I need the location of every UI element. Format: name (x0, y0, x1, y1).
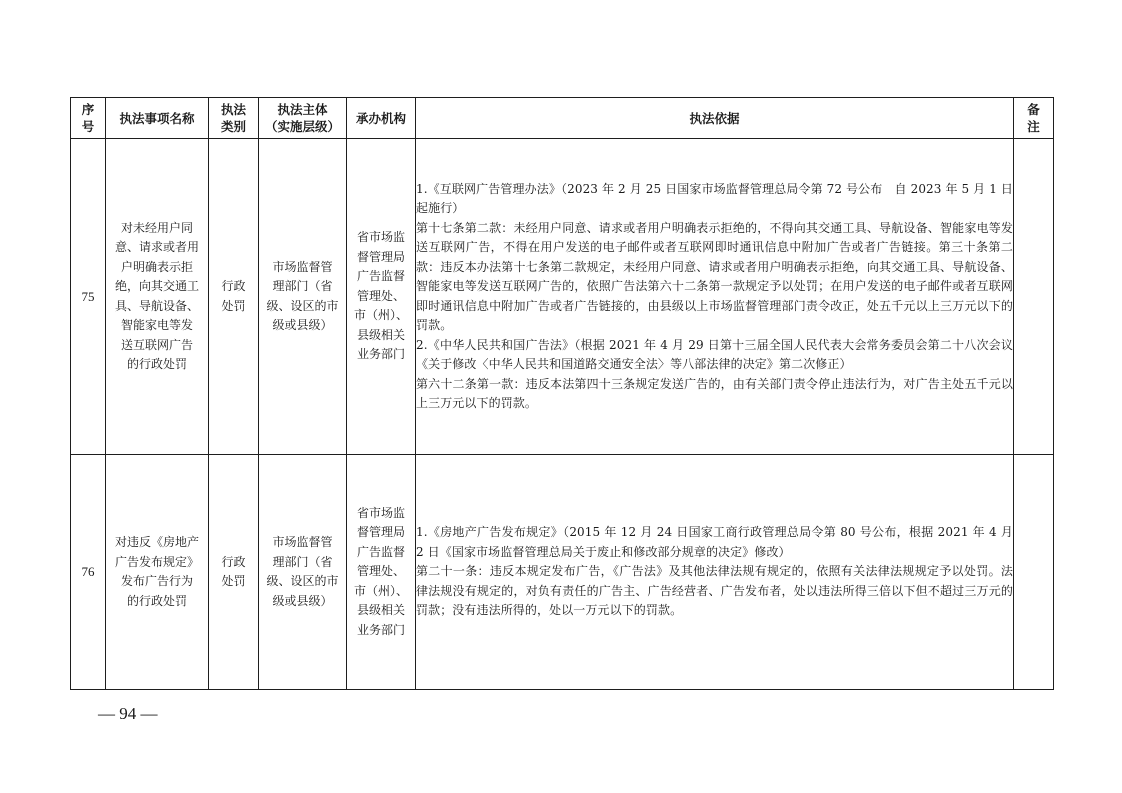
item-name-line: 对未经用户同 (120, 220, 193, 235)
header-category-line: 类别 (220, 119, 246, 134)
row-agency (347, 455, 416, 690)
row-remarks (1014, 455, 1054, 690)
subject-line: 市场监督管 (272, 535, 333, 549)
table-row (71, 139, 1054, 455)
item-name-line: 发布广告行为 (120, 574, 193, 588)
header-remarks (1014, 98, 1054, 139)
row-index: 76 (71, 455, 106, 690)
basis-paragraph: 第二十一条：违反本规定发布广告，《广告法》及其他法律法规有规定的，依照有关法律法规规定予以处罚。法律法规没有规定的，对负有责任的广告主、广告经营者、广告发布者，处以违法所得三倍以下但不超过三万元的罚款；没有违法所得的，处以一万元以下的罚款。 (416, 564, 1013, 618)
header-subject (259, 98, 347, 139)
table-row (71, 455, 1054, 690)
subject-line: 理部门（省 (272, 554, 333, 569)
item-name-line: 广告发布规定》 (114, 554, 199, 569)
enforcement-items-table (70, 97, 1054, 690)
category-line: 处罚 (221, 574, 246, 588)
agency-line: 县级相关 (356, 603, 405, 618)
subject-line: 级或县级） (272, 318, 333, 332)
header-subject-line: （实施层级） (264, 119, 340, 134)
row-item-name (106, 139, 209, 455)
agency-line: 督管理局 (356, 249, 405, 264)
agency-line: 业务部门 (356, 622, 405, 637)
header-category (209, 98, 259, 139)
row-subject (259, 455, 347, 690)
item-name-line: 送互联网广告 (120, 337, 193, 352)
agency-line: 业务部门 (356, 347, 405, 362)
header-index-line: 序 (81, 102, 95, 117)
agency-line: 省市场监 (356, 505, 405, 520)
row-category (209, 455, 259, 690)
header-remarks-line: 备 (1027, 102, 1040, 117)
header-category-line: 执法 (220, 102, 246, 117)
row-index: 75 (71, 139, 106, 455)
header-index (71, 98, 106, 139)
subject-line: 理部门（省 (272, 279, 333, 293)
row-legal-basis (416, 139, 1014, 455)
category-line: 处罚 (221, 298, 246, 313)
item-name-line: 绝，向其交通工 (114, 279, 199, 293)
agency-line: 管理处、 (356, 564, 405, 579)
agency-line: 广告监督 (356, 544, 405, 559)
subject-line: 级、设区的市 (266, 298, 339, 313)
header-agency: 承办机构 (347, 98, 416, 139)
item-name-line: 对违反《房地产 (114, 535, 199, 549)
page-number: — 94 — (98, 704, 158, 723)
item-name-line: 户明确表示拒 (120, 259, 193, 274)
category-line: 行政 (221, 279, 246, 293)
header-basis: 执法依据 (416, 98, 1014, 139)
basis-paragraph: 1.《互联网广告管理办法》（2023 年 2 月 25 日国家市场监督管理总局令第 72 号公布 自 2023 年 5 月 1 日起施行） (416, 181, 1013, 215)
row-subject (259, 139, 347, 455)
agency-line: 县级相关 (356, 327, 405, 342)
header-row (71, 98, 1054, 139)
agency-line: 市（州）、 (353, 583, 408, 598)
item-name-line: 的行政处罚 (126, 593, 187, 608)
agency-line: 省市场监 (356, 230, 405, 245)
row-item-name (106, 455, 209, 690)
item-name-line: 具、导航设备、 (114, 298, 199, 313)
row-legal-basis (416, 455, 1014, 690)
header-item-name: 执法事项名称 (106, 98, 209, 139)
agency-line: 管理处、 (356, 288, 405, 303)
subject-line: 市场监督管 (272, 259, 333, 274)
header-remarks-line: 注 (1027, 119, 1040, 134)
header-subject-line: 执法主体 (277, 102, 328, 117)
header-index-line: 号 (81, 119, 95, 134)
item-name-line: 意、请求或者用 (114, 240, 199, 254)
row-remarks (1014, 139, 1054, 455)
agency-line: 广告监督 (356, 269, 405, 284)
row-category (209, 139, 259, 455)
subject-line: 级或县级） (272, 593, 333, 608)
item-name-line: 智能家电等发 (120, 318, 193, 332)
category-line: 行政 (221, 554, 246, 569)
basis-paragraph: 1.《房地产广告发布规定》（2015 年 12 月 24 日国家工商行政管理总局令第 80 号公布，根据 2021 年 4 月 2 日《国家市场监督管理总局关于废止和修改部分规章的决定》修改） (416, 525, 1013, 559)
subject-line: 级、设区的市 (266, 574, 339, 588)
item-name-line: 的行政处罚 (126, 357, 187, 371)
row-agency (347, 139, 416, 455)
agency-line: 督管理局 (356, 525, 405, 540)
basis-paragraph: 第六十二条第一款：违反本法第四十三条规定发送广告的，由有关部门责令停止违法行为，对广告主处五千元以上三万元以下的罚款。 (416, 376, 1013, 410)
agency-line: 市（州）、 (353, 308, 408, 323)
basis-paragraph: 2.《中华人民共和国广告法》（根据 2021 年 4 月 29 日第十三届全国人民代表大会常务委员会第二十八次会议《关于修改〈中华人民共和国道路交通安全法〉等八部法律的决定》第二次修正） (416, 337, 1013, 371)
basis-paragraph: 第十七条第二款：未经用户同意、请求或者用户明确表示拒绝的，不得向其交通工具、导航设备、智能家电等发送互联网广告，不得在用户发送的电子邮件或者互联网即时通讯信息中附加广告或者广告链接。第三十条第二款：违反本办法第十七条第二款规定，未经用户同意、请求或者用户明确表示拒绝，向其交通工具、导航设备、智能家电等发送互联网广告的，依照广告法第六十二条第一款规定予以处罚；在用户发送的电子邮件或者互联网即时通讯信息中附加广告或者广告链接的，由县级以上市场监督管理部门责令改正，处五千元以上三万元以下的罚款。 (416, 220, 1013, 332)
